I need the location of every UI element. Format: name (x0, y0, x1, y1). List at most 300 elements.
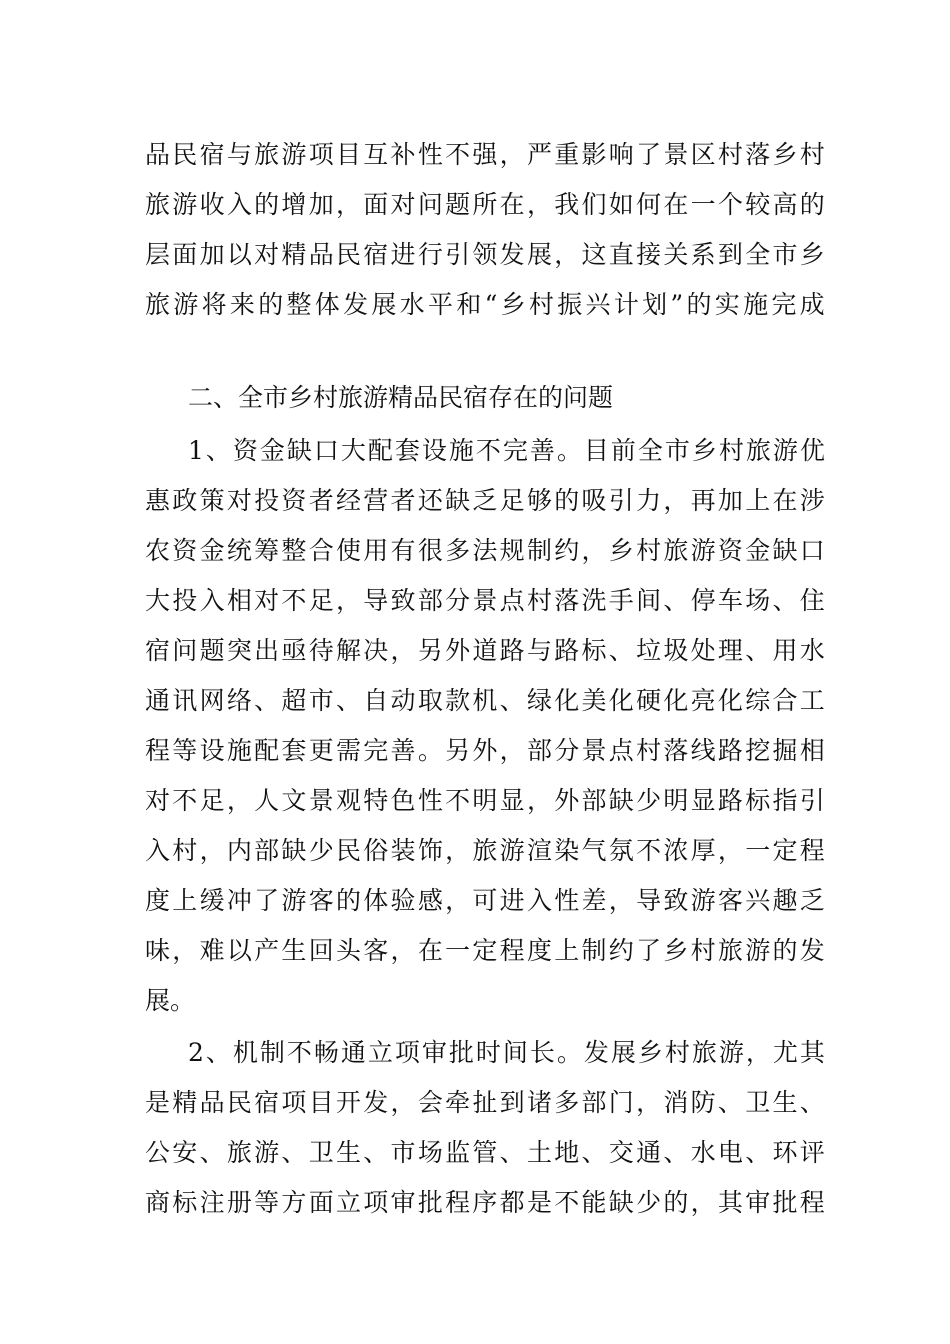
character: 直 (608, 240, 634, 269)
character: 俗 (363, 836, 389, 865)
character: 生 (281, 936, 307, 965)
character: 点 (499, 586, 525, 615)
character: 停 (690, 586, 716, 615)
text-line (145, 884, 825, 918)
character: ， (199, 836, 225, 865)
character: 乡 (500, 290, 526, 319)
character: 出 (254, 636, 280, 665)
character: 市 (772, 240, 798, 269)
character: 批 (772, 1188, 798, 1217)
character: 在 (772, 486, 798, 515)
character: 产 (254, 936, 280, 965)
character: 落 (745, 140, 771, 169)
character: 市 (308, 686, 334, 715)
character: 卫 (308, 1138, 334, 1167)
character: 的 (254, 190, 280, 219)
character: 民 (335, 836, 361, 865)
character: 络 (226, 686, 252, 715)
character: 品 (145, 140, 171, 169)
character: 力 (636, 486, 662, 515)
character: 完 (502, 436, 528, 465)
character: 了 (636, 936, 662, 965)
character: 冲 (226, 886, 252, 915)
character: 完 (771, 290, 797, 319)
character: 会 (417, 1088, 443, 1117)
character: 对 (390, 190, 416, 219)
character: 程 (499, 936, 525, 965)
character: 突 (226, 636, 252, 665)
character: 审 (421, 1038, 447, 1067)
character: 少 (308, 836, 334, 865)
character: 规 (499, 536, 525, 565)
character: 缺 (608, 1188, 634, 1217)
character: 通 (636, 1138, 662, 1167)
character: 开 (335, 1088, 361, 1117)
character: 项 (308, 140, 334, 169)
character: 立 (335, 1188, 361, 1217)
character: 发 (799, 936, 825, 965)
text-line (145, 584, 825, 618)
character: 染 (554, 836, 580, 865)
character: 卫 (745, 1088, 771, 1117)
character: 来 (229, 290, 255, 319)
character: 目 (583, 436, 609, 465)
character: 资 (717, 536, 743, 565)
character: 引 (799, 786, 825, 815)
character: 手 (608, 586, 634, 615)
character: 游 (745, 936, 771, 965)
character: 项 (394, 1038, 420, 1067)
character: 整 (281, 536, 307, 565)
character: 相 (799, 736, 825, 765)
character: 很 (417, 536, 443, 565)
character: 兴 (745, 886, 771, 915)
character: 如 (608, 190, 634, 219)
character: 精 (281, 240, 307, 269)
character: 解 (335, 636, 361, 665)
character: 金 (259, 436, 285, 465)
character: 制 (581, 936, 607, 965)
character: ， (663, 486, 689, 515)
character: 批 (417, 1188, 443, 1217)
character: 景 (308, 786, 334, 815)
character: 特 (363, 786, 389, 815)
character: 互 (363, 140, 389, 169)
text-line (145, 288, 825, 322)
character: 性 (554, 886, 580, 915)
character: 决 (363, 636, 389, 665)
character: 套 (281, 736, 307, 765)
character: 所 (472, 190, 498, 219)
character: 、 (499, 686, 525, 715)
character: 部 (254, 836, 280, 865)
character: 上 (554, 936, 580, 965)
character: 旅 (254, 140, 280, 169)
character: 面 (172, 240, 198, 269)
character: 定 (772, 836, 798, 865)
character: 发 (499, 240, 525, 269)
character: 优 (799, 436, 825, 465)
character: 畅 (313, 1038, 339, 1067)
character: 面 (308, 1188, 334, 1217)
character: 高 (772, 190, 798, 219)
character: 问 (172, 636, 198, 665)
character: 不 (445, 786, 471, 815)
character: 足 (499, 486, 525, 515)
character: 差 (581, 886, 607, 915)
character: 间 (502, 1038, 528, 1067)
character: 到 (717, 240, 743, 269)
character: 和 (456, 290, 482, 319)
character: 垃 (636, 636, 662, 665)
character: 评 (799, 1138, 825, 1167)
character: 少 (636, 786, 662, 815)
character: 我 (554, 190, 580, 219)
character: 显 (690, 786, 716, 815)
character: 通 (340, 1038, 366, 1067)
character: 外 (554, 786, 580, 815)
character: 者 (390, 486, 416, 515)
character: 待 (308, 636, 334, 665)
character: 牵 (445, 1088, 471, 1117)
text-line (145, 188, 825, 222)
character: 宿 (199, 140, 225, 169)
text-line (145, 784, 825, 818)
character: 村 (718, 436, 744, 465)
character: 度 (526, 936, 552, 965)
character: 更 (308, 736, 334, 765)
character: 旅 (717, 936, 743, 965)
character: 金 (199, 536, 225, 565)
text-line (145, 634, 825, 668)
character: 不 (636, 836, 662, 865)
character: 行 (417, 240, 443, 269)
character: 们 (581, 190, 607, 219)
character: 口 (799, 536, 825, 565)
character: 题 (199, 636, 225, 665)
character: 交 (608, 1138, 634, 1167)
character: 游 (499, 836, 525, 865)
character: 村 (664, 1038, 690, 1067)
character: 制 (259, 1038, 285, 1067)
character: 洗 (581, 586, 607, 615)
character: 入 (226, 190, 252, 219)
character: 。 (556, 436, 582, 465)
character: 的 (799, 190, 825, 219)
character: 定 (472, 936, 498, 965)
character: 村 (172, 836, 198, 865)
character: 、 (205, 436, 231, 465)
character: 缺 (772, 536, 798, 565)
character: 振 (557, 290, 583, 319)
character: 硬 (636, 686, 662, 715)
text-line (145, 138, 825, 172)
character: 款 (445, 686, 471, 715)
character: 问 (417, 190, 443, 219)
character: 线 (690, 736, 716, 765)
character: 目 (335, 140, 361, 169)
character: 、 (608, 636, 634, 665)
character: 上 (172, 886, 198, 915)
character: 乏 (799, 886, 825, 915)
character: 难 (199, 936, 225, 965)
character: 了 (636, 140, 662, 169)
character: 机 (472, 686, 498, 715)
character: 分 (554, 736, 580, 765)
character: 乡 (772, 140, 798, 169)
character: 、 (799, 1088, 825, 1117)
character: 加 (308, 190, 334, 219)
character: 旅 (472, 836, 498, 865)
character: 部 (526, 736, 552, 765)
character: 分 (445, 586, 471, 615)
character: ， (690, 1188, 716, 1217)
character: 前 (610, 436, 636, 465)
character: 营 (363, 486, 389, 515)
character: 增 (281, 190, 307, 219)
character: 导 (363, 586, 389, 615)
character: 、 (363, 1138, 389, 1167)
character: 路 (717, 786, 743, 815)
character: 取 (417, 686, 443, 715)
character: 缓 (199, 886, 225, 915)
character: 工 (799, 686, 825, 715)
character: 绿 (526, 686, 552, 715)
character: 套 (394, 436, 420, 465)
character: 渲 (526, 836, 552, 865)
character: 法 (472, 536, 498, 565)
character: 乡 (663, 936, 689, 965)
character: 部 (581, 786, 607, 815)
character: 化 (663, 686, 689, 715)
character: 水 (399, 290, 425, 319)
character: 电 (717, 1138, 743, 1167)
character: 进 (390, 240, 416, 269)
character: 严 (526, 140, 552, 169)
character: 游 (281, 886, 307, 915)
character: ， (608, 886, 634, 915)
character: 圾 (663, 636, 689, 665)
character: 程 (799, 1188, 825, 1217)
text-line (145, 534, 825, 568)
character: 宿 (363, 240, 389, 269)
character: 自 (363, 686, 389, 715)
character: 乡 (637, 1038, 663, 1067)
character: 场 (417, 1138, 443, 1167)
character: 显 (499, 786, 525, 815)
character: 不 (172, 786, 198, 815)
character: 、 (772, 586, 798, 615)
character: 消 (663, 1088, 689, 1117)
character: 、 (663, 586, 689, 615)
character: 、 (205, 1038, 231, 1067)
character: ， (335, 586, 361, 615)
character: 将 (201, 290, 227, 319)
character: 乡 (799, 240, 825, 269)
character: 一 (445, 936, 471, 965)
character: 展 (371, 290, 397, 319)
character: 领 (472, 240, 498, 269)
character: 商 (145, 1188, 171, 1217)
character: 大 (145, 586, 171, 615)
character: 公 (145, 1138, 171, 1167)
character: 挖 (745, 736, 771, 765)
character: 水 (690, 1138, 716, 1167)
character: 展 (610, 1038, 636, 1067)
character: 在 (499, 190, 525, 219)
character: ， (526, 786, 552, 815)
character: 车 (717, 586, 743, 615)
character: 另 (445, 736, 471, 765)
character: 、 (254, 686, 280, 715)
character: 以 (226, 240, 252, 269)
character: 其 (799, 1038, 825, 1067)
character: 入 (199, 586, 225, 615)
character: 、 (745, 1138, 771, 1167)
character: 化 (608, 686, 634, 715)
character: 场 (745, 586, 771, 615)
character: 标 (172, 1188, 198, 1217)
character: 理 (717, 636, 743, 665)
character: 化 (717, 686, 743, 715)
character: 影 (581, 140, 607, 169)
character: 等 (172, 736, 198, 765)
character: 市 (664, 436, 690, 465)
character: 与 (226, 140, 252, 169)
character: 外 (445, 636, 471, 665)
character: 乡 (608, 536, 634, 565)
character: 游 (690, 886, 716, 915)
paragraph-2-first-line (188, 1036, 825, 1070)
character: 民 (172, 140, 198, 169)
character: 其 (717, 1188, 743, 1217)
character: 合 (308, 536, 334, 565)
character: 缺 (445, 486, 471, 515)
character: 环 (772, 1138, 798, 1167)
character: ， (335, 190, 361, 219)
character: 需 (335, 736, 361, 765)
character: 口 (313, 436, 339, 465)
character: 题 (445, 190, 471, 219)
character: 头 (335, 936, 361, 965)
character: 以 (226, 936, 252, 965)
character: 缺 (281, 836, 307, 865)
character: 惠 (145, 486, 171, 515)
character: 1 (188, 436, 204, 465)
character: 经 (335, 486, 361, 515)
character: 讯 (172, 686, 198, 715)
character: 关 (663, 240, 689, 269)
character: 旅 (691, 1038, 717, 1067)
character: 致 (390, 586, 416, 615)
character: ， (445, 836, 471, 865)
character: 进 (499, 886, 525, 915)
character: 面 (363, 190, 389, 219)
character: 综 (745, 686, 771, 715)
character: 再 (690, 486, 716, 515)
character: 金 (745, 536, 771, 565)
character: 游 (173, 290, 199, 319)
character: 点 (608, 736, 634, 765)
character: 标 (581, 636, 607, 665)
character: 册 (226, 1188, 252, 1217)
character: 村 (636, 736, 662, 765)
character: 回 (308, 936, 334, 965)
character: 的 (258, 290, 284, 319)
character: 是 (145, 1088, 171, 1117)
character: 不 (445, 140, 471, 169)
character: 批 (448, 1038, 474, 1067)
character: ” (670, 290, 684, 319)
text-line (145, 934, 825, 968)
character: 客 (717, 886, 743, 915)
character: 处 (690, 636, 716, 665)
character: 项 (363, 1188, 389, 1217)
character: 立 (367, 1038, 393, 1067)
character: 的 (335, 886, 361, 915)
character: 注 (199, 1188, 225, 1217)
character: 扯 (472, 1088, 498, 1117)
character: 水 (799, 636, 825, 665)
character: “ (484, 290, 498, 319)
character: 重 (554, 140, 580, 169)
character: 用 (363, 536, 389, 565)
character: 地 (554, 1138, 580, 1167)
character: 乡 (691, 436, 717, 465)
character: 对 (145, 786, 171, 815)
character: 上 (745, 486, 771, 515)
character: 、 (335, 686, 361, 715)
character: 村 (717, 140, 743, 169)
character: 明 (663, 786, 689, 815)
text-line (145, 1186, 825, 1220)
character: 能 (581, 1188, 607, 1217)
character: 的 (686, 290, 712, 319)
text-line (145, 1136, 825, 1170)
character: 这 (581, 240, 607, 269)
character: 2 (188, 1038, 204, 1067)
character: 人 (254, 786, 280, 815)
character: 精 (172, 1088, 198, 1117)
character: 发 (363, 1088, 389, 1117)
character: 部 (417, 586, 443, 615)
character: 全 (637, 436, 663, 465)
character: 投 (254, 486, 280, 515)
character: 配 (367, 436, 393, 465)
character: 亮 (690, 686, 716, 715)
character: ， (499, 736, 525, 765)
character: 标 (745, 786, 771, 815)
character: 旅 (226, 1138, 252, 1167)
character: 村 (526, 586, 552, 615)
character: 旅 (663, 536, 689, 565)
character: 网 (199, 686, 225, 715)
character: 善 (390, 736, 416, 765)
character: ， (581, 536, 607, 565)
character: 趣 (772, 886, 798, 915)
character: 游 (281, 140, 307, 169)
character: 多 (554, 1088, 580, 1117)
character: 旅 (145, 190, 171, 219)
character: 设 (199, 736, 225, 765)
character: 生 (772, 1088, 798, 1117)
character: 色 (390, 786, 416, 815)
character: 体 (314, 290, 340, 319)
character: 策 (199, 486, 225, 515)
character: 对 (254, 586, 280, 615)
character: 强 (472, 140, 498, 169)
character: 足 (308, 586, 334, 615)
